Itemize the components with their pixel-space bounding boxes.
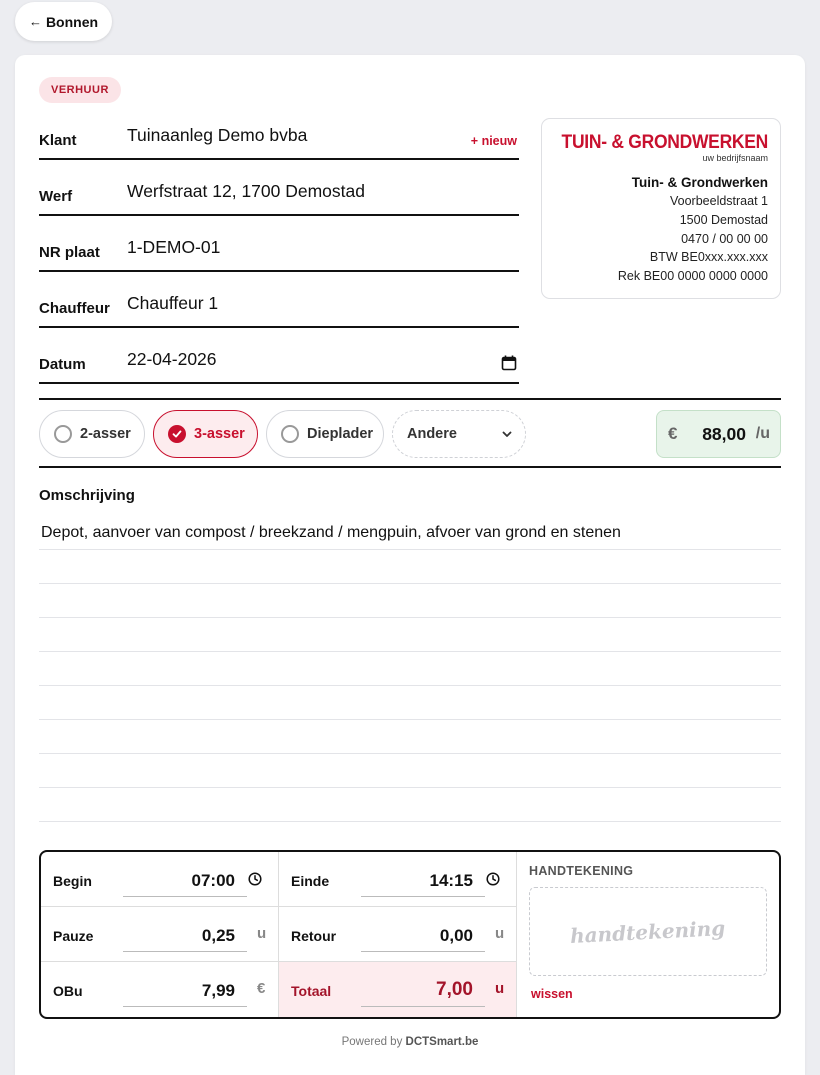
description-line: [39, 753, 781, 754]
type-badge: VERHUUR: [39, 77, 121, 103]
company-vat: BTW BE0xxx.xxx.xxx: [649, 250, 768, 265]
vehicle-option-3-asser[interactable]: [153, 410, 258, 458]
vehicle-option-label: Dieplader: [307, 426, 374, 442]
company-phone: 0470 / 00 00 00: [681, 231, 768, 246]
company-logo: TUIN- & GRONDWERKEN: [561, 132, 768, 153]
chauffeur-label: Chauffeur: [39, 300, 110, 317]
retour-unit: u: [495, 925, 505, 942]
hourly-price-field[interactable]: [656, 410, 781, 458]
chauffeur-value[interactable]: Chauffeur 1: [127, 293, 219, 313]
retour-value: 0,00: [439, 926, 473, 945]
description-label: Omschrijving: [39, 487, 135, 504]
einde-cell: [279, 852, 517, 907]
vehicle-other-select[interactable]: [392, 410, 526, 458]
totaal-output: [361, 972, 485, 1007]
description-line: [39, 549, 781, 550]
pauze-input[interactable]: [123, 917, 247, 952]
signature-pad[interactable]: [529, 887, 767, 976]
begin-label: Begin: [53, 873, 92, 889]
einde-input[interactable]: [361, 862, 485, 897]
pauze-value: 0,25: [201, 926, 235, 945]
einde-label: Einde: [291, 873, 330, 889]
klant-value[interactable]: Tuinaanleg Demo bvba: [127, 125, 308, 145]
powered-prefix: Powered by: [341, 1036, 403, 1048]
datum-field[interactable]: [39, 335, 519, 384]
powered-by: [15, 1036, 805, 1048]
einde-value: 14:15: [429, 871, 473, 890]
company-bank: Rek BE00 0000 0000 0000: [617, 269, 768, 284]
radio-icon: [281, 425, 299, 443]
vehicle-other-label: Andere: [407, 426, 457, 442]
klant-label: Klant: [39, 132, 77, 149]
klant-field[interactable]: [39, 111, 519, 160]
begin-input[interactable]: [123, 862, 247, 897]
description-line: [39, 617, 781, 618]
company-name: Tuin- & Grondwerken: [631, 175, 768, 190]
obu-label: OBu: [53, 983, 83, 999]
company-street: Voorbeeldstraat 1: [670, 194, 768, 208]
description-line: [39, 583, 781, 584]
company-logo-sub: uw bedrijfsnaam: [702, 153, 768, 163]
back-label: Bonnen: [45, 13, 99, 30]
clock-icon[interactable]: [486, 872, 500, 886]
clear-signature-button[interactable]: wissen: [531, 987, 573, 1001]
signature-placeholder: handtekening: [569, 915, 727, 948]
totaal-cell: [279, 962, 517, 1017]
werf-field[interactable]: [39, 167, 519, 216]
description-line: [39, 651, 781, 652]
vehicle-option-label: 3-asser: [194, 426, 245, 442]
new-client-link[interactable]: + nieuw: [470, 134, 517, 148]
werf-value[interactable]: Werfstraat 12, 1700 Demostad: [127, 181, 365, 201]
vehicle-option-2-asser[interactable]: [39, 410, 145, 458]
company-card: [541, 118, 781, 299]
obu-cell: [41, 962, 279, 1017]
totaal-unit: u: [495, 980, 505, 997]
plaat-value[interactable]: 1-DEMO-01: [127, 237, 221, 257]
radio-icon: [54, 425, 72, 443]
datum-value[interactable]: 22-04-2026: [127, 349, 217, 369]
datum-label: Datum: [39, 356, 86, 373]
back-button[interactable]: [15, 2, 112, 41]
form-card: [15, 55, 805, 1075]
vehicle-option-dieplader[interactable]: [266, 410, 384, 458]
obu-input[interactable]: [123, 972, 247, 1007]
clock-icon[interactable]: [248, 872, 262, 886]
begin-cell: [41, 852, 279, 907]
price-unit: /u: [755, 425, 770, 442]
plaat-field[interactable]: [39, 223, 519, 272]
divider: [39, 398, 781, 400]
retour-cell: [279, 907, 517, 962]
pauze-cell: [41, 907, 279, 962]
begin-value: 07:00: [191, 871, 235, 890]
totaal-label: Totaal: [291, 983, 332, 999]
time-table: [39, 850, 781, 1019]
obu-unit: €: [257, 980, 266, 997]
pauze-label: Pauze: [53, 928, 94, 944]
description-line: [39, 719, 781, 720]
description-line: [39, 685, 781, 686]
price-amount[interactable]: 88,00: [702, 423, 746, 444]
calendar-icon[interactable]: [501, 355, 517, 371]
check-circle-icon: [168, 425, 186, 443]
obu-value: 7,99: [201, 981, 235, 1000]
chevron-down-icon: [501, 428, 513, 440]
powered-brand[interactable]: DCTSmart.be: [405, 1036, 479, 1048]
description-line: [39, 787, 781, 788]
plaat-label: NR plaat: [39, 244, 100, 261]
werf-label: Werf: [39, 188, 73, 205]
vehicle-option-label: 2-asser: [80, 426, 131, 442]
currency-symbol: €: [668, 424, 678, 443]
arrow-left-icon: ←: [28, 14, 42, 29]
divider: [39, 466, 781, 468]
description-text[interactable]: Depot, aanvoer van compost / breekzand / mengpuin, afvoer van grond en stenen: [41, 524, 621, 541]
chauffeur-field[interactable]: [39, 279, 519, 328]
pauze-unit: u: [257, 925, 267, 942]
retour-label: Retour: [291, 928, 337, 944]
company-city: 1500 Demostad: [679, 212, 768, 227]
description-line: [39, 821, 781, 822]
signature-title: HANDTEKENING: [529, 864, 634, 878]
totaal-value: 7,00: [436, 979, 473, 1000]
retour-input[interactable]: [361, 917, 485, 952]
